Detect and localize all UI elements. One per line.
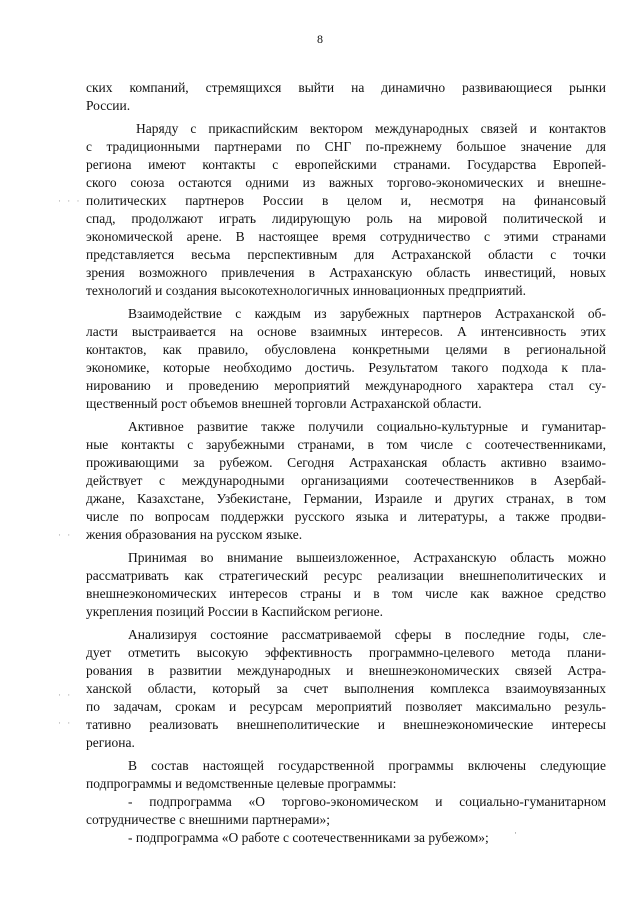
text-line: числе по вопросам поддержки русского языка и литературы, а также продви- bbox=[86, 509, 606, 524]
text-line: экономике, которые необходимо достичь. Результатом такого подхода к пла- bbox=[86, 360, 606, 375]
text-line: по задачам, срокам и ресурсам мероприятий позволяет максимально резуль- bbox=[86, 699, 606, 714]
text-line: России. bbox=[86, 98, 131, 113]
text-line: рассматривать как стратегический ресурс реализации внешнеполитических и bbox=[86, 568, 606, 583]
text-line: Принимая во внимание вышеизложенное, Астраханскую область можно bbox=[128, 550, 606, 565]
text-line: контактов, как правило, обусловлена конкретными целями в региональной bbox=[86, 342, 606, 357]
scan-mark: · · · bbox=[58, 196, 82, 206]
text-line: региона имеют контакты с европейскими странами. Государства Европей- bbox=[86, 157, 606, 172]
scan-mark: · · bbox=[58, 718, 73, 728]
scan-mark: · · bbox=[58, 530, 73, 540]
text-line: Наряду с прикаспийским вектором международных связей и контактов bbox=[136, 121, 606, 136]
text-line: - подпрограмма «О работе с соотечественниками за рубежом»; bbox=[128, 830, 489, 845]
text-line: джане, Казахстане, Узбекистане, Германии, Израиле и других странах, в том bbox=[86, 491, 606, 506]
text-line: региона. bbox=[86, 735, 135, 750]
text-line: спад, продолжают играть лидирующую роль на мировой политической и bbox=[86, 211, 606, 226]
text-line: нированию и проведению мероприятий международного характера стал су- bbox=[86, 378, 606, 393]
text-line: ханской области, который за счет выполнения комплекса взаимоувязанных bbox=[86, 681, 606, 696]
text-line: жения образования на русском языке. bbox=[86, 527, 303, 542]
scan-mark: · bbox=[514, 828, 517, 838]
text-line: сотрудничестве с внешними партнерами»; bbox=[86, 812, 330, 827]
text-line: ные контакты с зарубежными странами, в том числе с соотечественниками, bbox=[86, 437, 606, 452]
text-line: В состав настоящей государственной программы включены следующие bbox=[128, 758, 606, 773]
text-line: подпрограммы и ведомственные целевые программы: bbox=[86, 776, 397, 791]
page-number: 8 bbox=[317, 32, 323, 46]
text-line: проживающими за рубежом. Сегодня Астраханская область активно взаимо- bbox=[86, 455, 606, 470]
text-line: Анализируя состояние рассматриваемой сферы в последние годы, сле- bbox=[128, 627, 606, 642]
text-line: укрепления позиций России в Каспийском регионе. bbox=[86, 604, 384, 619]
text-line: экономической арене. В настоящее время сотрудничество с этими странами bbox=[86, 229, 606, 244]
document-body bbox=[86, 79, 606, 847]
text-line: с традиционными партнерами по СНГ по-прежнему большое значение для bbox=[86, 139, 606, 154]
text-line: Активное развитие также получили социально-культурные и гуманитар- bbox=[128, 419, 606, 434]
text-line: рования в развитии международных и внешнеэкономических связей Астра- bbox=[86, 663, 606, 678]
text-line: Взаимодействие с каждым из зарубежных партнеров Астраханской об- bbox=[128, 306, 606, 321]
text-line: зрения возможного привлечения в Астраханскую область инвестиций, новых bbox=[86, 265, 606, 280]
text-line: ласти выстраивается на основе взаимных интересов. А интенсивность этих bbox=[86, 324, 606, 339]
text-line: - подпрограмма «О торгово-экономическом и социально-гуманитарном bbox=[128, 794, 606, 809]
text-line: ских компаний, стремящихся выйти на динамично развивающиеся рынки bbox=[86, 80, 606, 95]
text-line: тативно реализовать внешнеполитические и внешнеэкономические интересы bbox=[86, 717, 606, 732]
text-line: действует с международными организациями соотечественников в Азербай- bbox=[86, 473, 606, 488]
text-line: технологий и создания высокотехнологичных инновационных предприятий. bbox=[86, 283, 527, 298]
text-line: внешнеэкономических интересов страны и в том числе как важное средство bbox=[86, 586, 606, 601]
text-line: дует отметить высокую эффективность программно-целевого метода плани- bbox=[86, 645, 606, 660]
text-line: представляется весьма перспективным для Астраханской области с точки bbox=[86, 247, 606, 262]
text-line: щественный рост объемов внешней торговли Астраханской области. bbox=[86, 396, 482, 411]
text-line: политических партнеров России в целом и, несмотря на финансовый bbox=[86, 193, 606, 208]
text-line: ского союза остаются одними из важных торгово-экономических и внешне- bbox=[86, 175, 606, 190]
scan-mark: · · bbox=[58, 690, 73, 700]
